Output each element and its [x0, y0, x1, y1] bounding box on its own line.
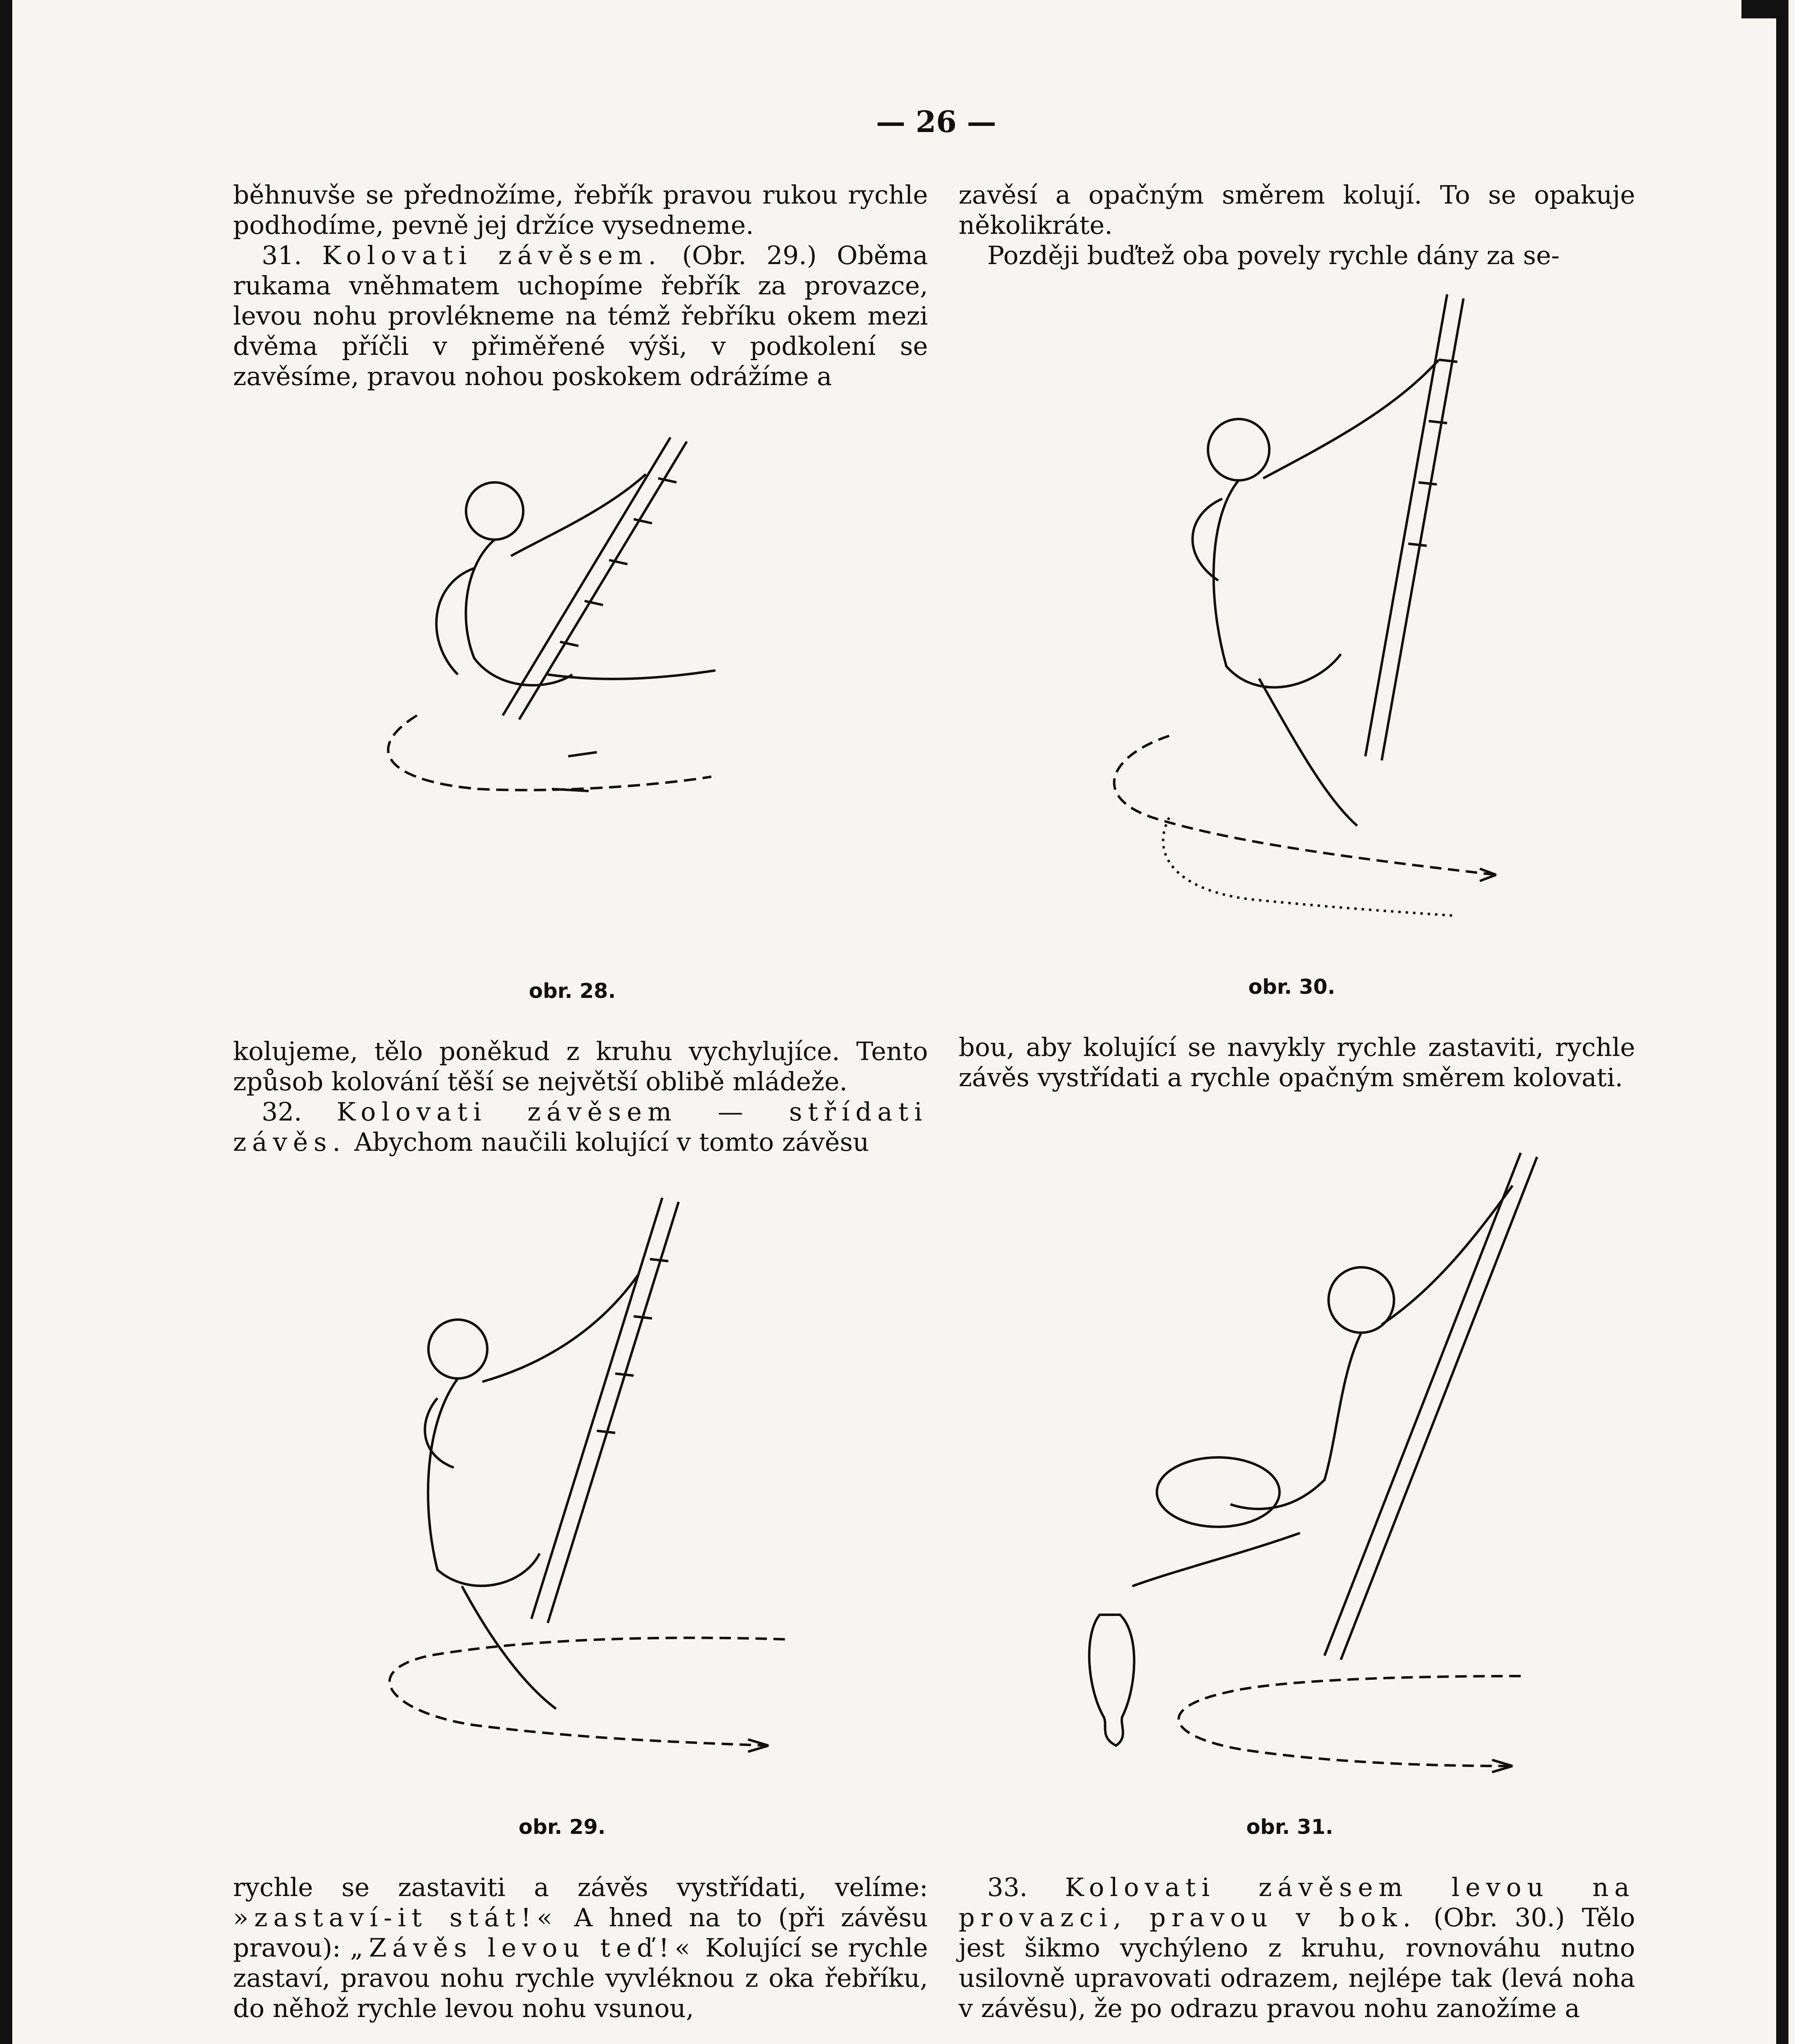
paragraph	[233, 1872, 928, 2024]
section-31	[233, 240, 928, 392]
scan-border-left	[0, 0, 12, 2044]
figure-body	[1230, 1333, 1361, 1509]
section-title: Kolovati závěsem levou na provazci, pravou v bok.	[959, 1872, 1635, 1932]
ladder-rope	[548, 1202, 679, 1623]
figure-head	[466, 482, 523, 540]
text-run: A hned na to (při závěsu pravou):	[233, 1903, 928, 1963]
figure-30-illustration	[1047, 286, 1537, 961]
section-number: 31.	[262, 240, 302, 270]
motion-path	[390, 1638, 785, 1746]
figure-31-illustration	[1071, 1145, 1643, 1799]
command-text: „Závěs levou teď!«	[350, 1933, 696, 1963]
figure-leg	[1132, 1533, 1300, 1586]
section-32	[233, 1097, 928, 1157]
section-title: Kolovati závěsem.	[322, 240, 662, 270]
text-run: rychle se zastaviti a závěs vystřídati, velíme:	[233, 1872, 928, 1902]
figure-arm	[482, 1275, 638, 1382]
paragraph: Později buďtež oba povely rychle dány za se-	[987, 240, 1560, 270]
figure-leg	[462, 1586, 556, 1709]
paragraph: běhnuvše se přednožíme, řebřík pravou rukou rychle podhodíme, pevně jej držíce vysedneme.	[233, 180, 928, 240]
figure-head	[428, 1320, 487, 1378]
figure-29-illustration	[368, 1194, 818, 1799]
section-title: Kolovati závěsem — střídati závěs.	[233, 1097, 928, 1157]
section-number: 33.	[987, 1872, 1028, 1902]
motion-path	[1179, 1676, 1521, 1766]
text-column-bottom-left	[233, 1872, 928, 2024]
figure-31	[1071, 1145, 1643, 1799]
figure-30	[1047, 286, 1537, 961]
figure-body	[466, 540, 572, 685]
figure-arm	[1192, 499, 1222, 580]
paragraph: (Obr. 29.) Oběma rukama vněhmatem uchopíme řebřík za provazce, levou nohu provlékneme na témž řebříku okem mezi dvěma příčli v přiměřené výši, v podkolení se zavěsíme, pravou nohou poskokem odrážíme a	[233, 240, 928, 391]
page-number: — 26 —	[876, 104, 997, 139]
section-33	[959, 1872, 1635, 2024]
figure-leg	[1259, 679, 1357, 826]
figure-body	[1214, 480, 1341, 687]
text-column-top-right	[959, 180, 1635, 271]
ladder-rope	[1341, 1157, 1537, 1660]
paragraph: Abychom naučili kolující v tomto závěsu	[354, 1127, 869, 1157]
figure-head	[1208, 419, 1269, 480]
figure-caption: obr. 31.	[1246, 1815, 1333, 1839]
figure-28	[376, 429, 805, 953]
figure-caption: obr. 30.	[1248, 975, 1336, 999]
ladder-rope	[1382, 298, 1463, 760]
figure-arm	[1263, 360, 1439, 478]
motion-path	[388, 715, 711, 790]
ladder-rope	[531, 1198, 662, 1619]
text-run: Kolující se rychle zastaví, pravou nohu rychle vyvléknou z oka řebříku, do něhož rychle levou nohu vsunou,	[233, 1933, 928, 2023]
text-column-middle-right	[959, 1032, 1635, 1093]
scan-border-corner	[1741, 0, 1788, 18]
club	[1089, 1615, 1134, 1746]
command-text: »zastaví-it stát!«	[233, 1903, 558, 1932]
figure-body	[428, 1378, 540, 1586]
figure-leg	[548, 670, 715, 679]
paragraph: zavěsí a opačným směrem kolují. To se opakuje několikráte.	[959, 180, 1635, 240]
ladder-rope	[503, 437, 670, 715]
figure-skirt	[1157, 1457, 1280, 1527]
paragraph: bou, aby kolující se navykly rychle zastaviti, rychle závěs vystřídati a rychle opačným směrem kolovati.	[959, 1032, 1635, 1092]
section-number: 32.	[262, 1097, 302, 1127]
text-column-middle-left	[233, 1036, 928, 1157]
ladder-rope	[1324, 1153, 1521, 1656]
figure-28-illustration	[376, 429, 805, 953]
figure-caption: obr. 29.	[518, 1815, 606, 1839]
figure-29	[368, 1194, 818, 1799]
scan-border-right	[1776, 0, 1788, 2044]
text-column-top-left	[233, 180, 928, 392]
text-column-bottom-right	[959, 1872, 1635, 2024]
paragraph: (Obr. 30.) Tělo jest šikmo vychýleno z kruhu, rovnováhu nutno usilovně upravovati odrazem, nejlépe tak (levá noha v závěsu), že po odrazu pravou nohu zanožíme a	[959, 1903, 1635, 2023]
paragraph: kolujeme, tělo poněkud z kruhu vychylujíce. Tento způsob kolování těší se největší oblibě mládeže.	[233, 1036, 928, 1096]
motion-arrow	[568, 752, 597, 756]
figure-arm	[1382, 1186, 1513, 1325]
figure-caption: obr. 28.	[529, 979, 616, 1003]
